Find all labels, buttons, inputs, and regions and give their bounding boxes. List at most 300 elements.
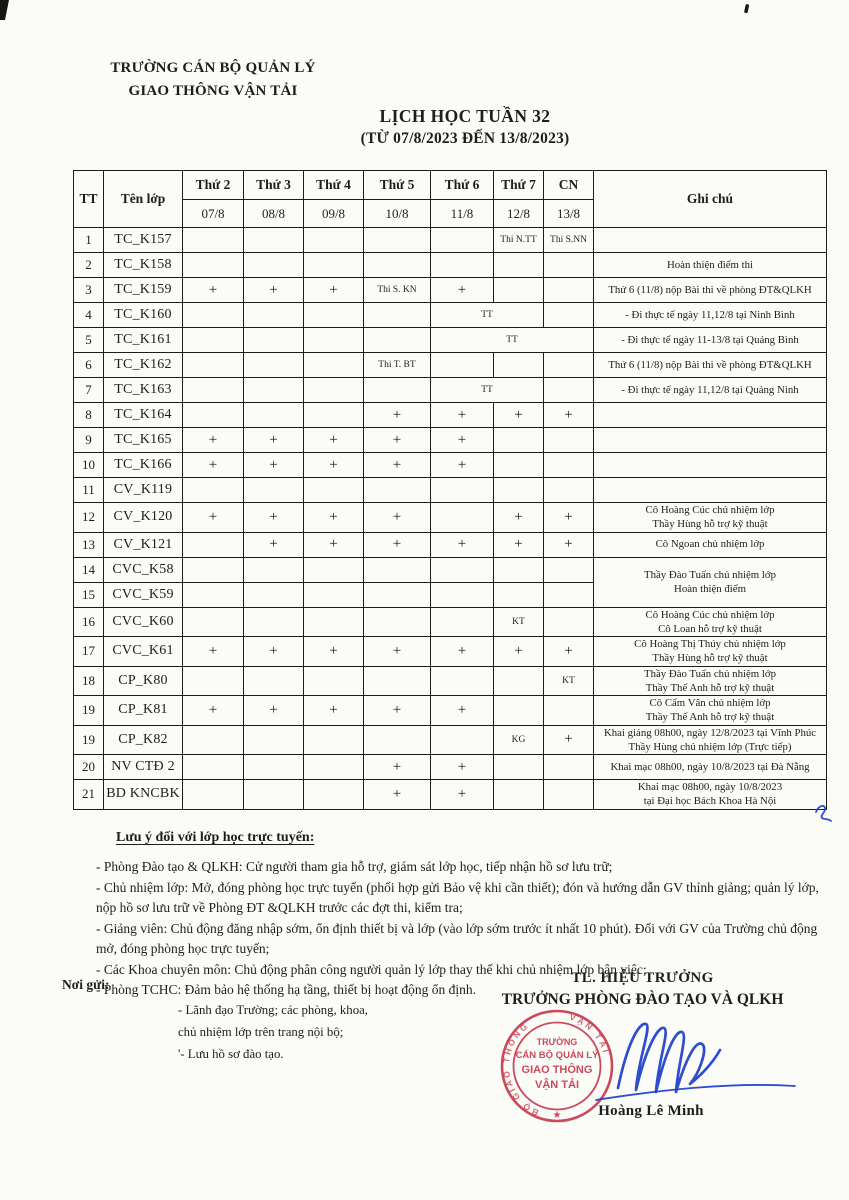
table-row	[74, 253, 827, 278]
day-cell: +	[244, 453, 304, 478]
day-cell: +	[431, 637, 494, 667]
note-line: Cô Ngoan chủ nhiệm lớp	[655, 538, 765, 551]
day-cell	[183, 378, 244, 403]
day-cell	[244, 353, 304, 378]
note-item: - Giảng viên: Chủ động đăng nhập sớm, ổn định thiết bị và lớp (vào lớp sớm trước ít nhất 10 phút). Đối với GV của Trường chủ động mở, đóng phòng học trực tuyến;	[96, 920, 818, 957]
table-row	[74, 637, 827, 667]
recipients-heading: Nơi gửi:	[62, 977, 110, 992]
day-cell	[304, 378, 364, 403]
day-cell	[183, 228, 244, 253]
day-cell: Thi N.TT	[494, 228, 544, 253]
day-cell	[494, 253, 544, 278]
row-number: 1	[74, 228, 104, 253]
date-sun: 13/8	[544, 200, 594, 228]
note-line: - Đi thực tế ngày 11,12/8 tại Quảng Ninh	[621, 383, 799, 396]
note-cell	[594, 637, 827, 667]
signature-scribble	[618, 1024, 720, 1092]
day-cell: +	[364, 453, 431, 478]
col-header-class-name: Tên lớp	[104, 171, 183, 228]
table-row	[74, 328, 827, 353]
day-cell: +	[364, 755, 431, 780]
note-cell	[594, 780, 827, 810]
day-cell	[244, 303, 304, 328]
day-cell	[544, 755, 594, 780]
note-line: Cô Hoàng Cúc chủ nhiệm lớp	[645, 608, 775, 621]
day-cell: +	[364, 637, 431, 667]
day-cell: +	[431, 755, 494, 780]
day-cell: +	[183, 637, 244, 667]
day-cell	[544, 478, 594, 503]
day-cell: +	[183, 278, 244, 303]
class-name: TC_K166	[104, 453, 183, 478]
day-cell: +	[431, 532, 494, 557]
row-number: 12	[74, 503, 104, 533]
recipient-item: '- Lưu hồ sơ đào tạo.	[178, 1046, 284, 1061]
day-cell	[183, 253, 244, 278]
note-line: Khai mạc 08h00, ngày 10/8/2023	[637, 781, 783, 793]
day-cell	[183, 780, 244, 810]
header-row-days	[74, 171, 827, 200]
day-cell	[244, 755, 304, 780]
stamp-text-line3: GIAO THÔNG	[521, 1064, 593, 1076]
day-cell	[364, 328, 431, 353]
note-line: Thứ 6 (11/8) nộp Bài thi về phòng ĐT&QLKH	[608, 358, 812, 371]
signature-underline	[596, 1085, 795, 1100]
day-cell	[494, 666, 544, 696]
stamp-text-line2: CÁN BỘ QUẢN LÝ	[515, 1050, 599, 1061]
day-cell: +	[364, 503, 431, 533]
day-cell	[244, 253, 304, 278]
row-number: 10	[74, 453, 104, 478]
day-cell: +	[364, 532, 431, 557]
day-cell	[494, 428, 544, 453]
note-cell	[594, 253, 827, 278]
day-cell	[244, 780, 304, 810]
day-cell: +	[364, 428, 431, 453]
note-cell	[594, 378, 827, 403]
day-cell: +	[544, 725, 594, 755]
day-cell: Thi S. KN	[364, 278, 431, 303]
col-header-wed: Thứ 4	[304, 171, 364, 200]
day-cell	[431, 503, 494, 533]
stamp-text-line4: VẬN TẢI	[535, 1079, 579, 1091]
day-cell	[183, 303, 244, 328]
class-name: TC_K158	[104, 253, 183, 278]
signer-name: Hoàng Lê Minh	[598, 1103, 704, 1119]
day-cell: +	[244, 503, 304, 533]
day-cell	[544, 453, 594, 478]
day-cell	[304, 228, 364, 253]
day-cell	[364, 478, 431, 503]
table-row	[74, 780, 827, 810]
class-name: CVC_K60	[104, 607, 183, 637]
day-cell: +	[304, 428, 364, 453]
class-name: CV_K121	[104, 532, 183, 557]
note-cell	[594, 453, 827, 478]
signature-title-block	[450, 970, 835, 1009]
note-line: tại Đại học Bách Khoa Hà Nội	[643, 795, 777, 808]
day-cell	[244, 328, 304, 353]
day-cell	[244, 582, 304, 607]
day-cell	[431, 725, 494, 755]
row-number: 19	[74, 696, 104, 726]
note-cell	[594, 532, 827, 557]
note-line: Thầy Hùng hỗ trợ kỹ thuật	[652, 518, 768, 531]
row-number: 14	[74, 557, 104, 582]
table-row	[74, 666, 827, 696]
note-line: Hoàn thiện điểm	[674, 583, 746, 595]
day-cell	[304, 303, 364, 328]
class-name: CP_K82	[104, 725, 183, 755]
note-item: - Các Khoa chuyên môn: Chủ động phân công người quản lý lớp thay thế khi chủ nhiệm lớp bận việc;	[96, 961, 647, 977]
day-cell: +	[244, 696, 304, 726]
class-name: CV_K120	[104, 503, 183, 533]
day-cell	[431, 478, 494, 503]
day-cell	[364, 378, 431, 403]
day-cell: +	[494, 503, 544, 533]
day-cell	[244, 228, 304, 253]
day-cell: +	[544, 637, 594, 667]
row-number: 21	[74, 780, 104, 810]
scan-dot-mark	[744, 4, 749, 14]
day-cell: +	[544, 503, 594, 533]
day-cell	[244, 403, 304, 428]
organization-name-line1: TRƯỜNG CÁN BỘ QUẢN LÝ	[110, 60, 316, 76]
day-cell: +	[244, 428, 304, 453]
day-cell: Thi S.NN	[544, 228, 594, 253]
day-cell	[304, 582, 364, 607]
day-cell	[544, 780, 594, 810]
day-cell	[494, 353, 544, 378]
day-cell	[431, 557, 494, 582]
note-item: - Chủ nhiệm lớp: Mở, đóng phòng học trực tuyến (phối hợp gửi Bảo vệ khi cần thiết); đón và hướng dẫn GV thỉnh giảng; quản lý lớp, nộp hồ sơ lưu trữ về Phòng ĐT &QLKH trước các đợt thi, kiểm tra;	[96, 879, 819, 916]
table-row	[74, 532, 827, 557]
day-cell	[364, 725, 431, 755]
day-cell	[183, 755, 244, 780]
day-cell: +	[183, 428, 244, 453]
row-number: 7	[74, 378, 104, 403]
organization-name	[63, 57, 363, 104]
day-cell	[304, 328, 364, 353]
col-header-fri: Thứ 6	[431, 171, 494, 200]
day-cell	[544, 428, 594, 453]
day-cell	[364, 557, 431, 582]
day-cell	[544, 607, 594, 637]
date-wed: 09/8	[304, 200, 364, 228]
day-cell: +	[364, 780, 431, 810]
row-number: 13	[74, 532, 104, 557]
day-cell	[244, 725, 304, 755]
schedule-table-body	[74, 228, 827, 810]
day-cell	[544, 253, 594, 278]
day-cell: +	[183, 696, 244, 726]
stamp-ring-text-left: BỘ GIAO THÔNG	[500, 1019, 541, 1118]
table-row	[74, 303, 827, 328]
day-cell: +	[431, 403, 494, 428]
day-cell: TT	[431, 328, 594, 353]
day-cell	[364, 582, 431, 607]
day-cell: +	[494, 637, 544, 667]
recipients-block	[62, 977, 368, 1065]
note-line: Cô Hoàng Thị Thúy chủ nhiệm lớp	[634, 638, 786, 650]
note-cell	[594, 607, 827, 637]
day-cell	[544, 303, 594, 328]
day-cell	[494, 278, 544, 303]
date-fri: 11/8	[431, 200, 494, 228]
note-cell	[594, 278, 827, 303]
day-cell	[494, 582, 544, 607]
day-cell: Thi T. BT	[364, 353, 431, 378]
stamp-ring-text-right: VẬN TẢI	[568, 1011, 612, 1056]
note-cell	[594, 428, 827, 453]
table-row	[74, 403, 827, 428]
class-name: BD KNCBK	[104, 780, 183, 810]
day-cell	[183, 403, 244, 428]
row-number: 5	[74, 328, 104, 353]
day-cell	[431, 666, 494, 696]
day-cell: +	[431, 780, 494, 810]
day-cell	[494, 453, 544, 478]
day-cell	[183, 532, 244, 557]
col-header-tt: TT	[74, 171, 104, 228]
day-cell: +	[494, 532, 544, 557]
day-cell: +	[304, 532, 364, 557]
recipients-list	[178, 1000, 368, 1065]
class-name: TC_K162	[104, 353, 183, 378]
class-name: TC_K163	[104, 378, 183, 403]
signature-title-line2: TRƯỞNG PHÒNG ĐÀO TẠO VÀ QLKH	[501, 991, 784, 1008]
note-cell	[594, 303, 827, 328]
day-cell	[364, 607, 431, 637]
date-sat: 12/8	[494, 200, 544, 228]
col-header-note: Ghi chú	[594, 171, 827, 228]
day-cell	[183, 353, 244, 378]
day-cell: +	[431, 278, 494, 303]
stamp-star-icon: ★	[552, 1110, 562, 1121]
day-cell: +	[304, 637, 364, 667]
day-cell: +	[431, 453, 494, 478]
col-header-sat: Thứ 7	[494, 171, 544, 200]
class-name: CV_K119	[104, 478, 183, 503]
class-name: CP_K81	[104, 696, 183, 726]
col-header-thu: Thứ 5	[364, 171, 431, 200]
note-line: Khai giảng 08h00, ngày 12/8/2023 tại Vĩnh Phúc	[603, 726, 817, 739]
row-number: 2	[74, 253, 104, 278]
class-name: TC_K157	[104, 228, 183, 253]
day-cell: +	[244, 637, 304, 667]
scan-corner-mark	[0, 0, 9, 20]
day-cell: TT	[431, 303, 544, 328]
day-cell	[304, 666, 364, 696]
schedule-table	[73, 170, 827, 810]
note-line: Hoàn thiện điểm thi	[666, 258, 754, 271]
day-cell	[494, 755, 544, 780]
day-cell	[304, 403, 364, 428]
day-cell	[183, 582, 244, 607]
table-row	[74, 378, 827, 403]
day-cell	[183, 607, 244, 637]
note-cell	[594, 228, 827, 253]
table-row	[74, 725, 827, 755]
note-cell	[594, 328, 827, 353]
day-cell	[431, 253, 494, 278]
stamp-text-line1: TRƯỜNG	[536, 1037, 578, 1047]
table-row	[74, 353, 827, 378]
day-cell	[494, 780, 544, 810]
day-cell: +	[431, 428, 494, 453]
day-cell	[304, 755, 364, 780]
day-cell	[431, 607, 494, 637]
day-cell: +	[544, 532, 594, 557]
day-cell	[544, 353, 594, 378]
col-header-tue: Thứ 3	[244, 171, 304, 200]
day-cell	[364, 253, 431, 278]
class-name: TC_K164	[104, 403, 183, 428]
class-name: CVC_K58	[104, 557, 183, 582]
date-tue: 08/8	[244, 200, 304, 228]
class-name: TC_K161	[104, 328, 183, 353]
day-cell	[364, 228, 431, 253]
row-number: 17	[74, 637, 104, 667]
note-line: Thầy Đào Tuấn chủ nhiệm lớp	[644, 568, 776, 581]
class-name: TC_K165	[104, 428, 183, 453]
day-cell	[304, 557, 364, 582]
row-number: 9	[74, 428, 104, 453]
day-cell: +	[304, 503, 364, 533]
note-line: Khai mạc 08h00, ngày 10/8/2023 tại Đà Nẵng	[610, 760, 810, 773]
day-cell	[364, 666, 431, 696]
table-row	[74, 696, 827, 726]
row-number: 18	[74, 666, 104, 696]
day-cell	[544, 557, 594, 582]
day-cell: +	[494, 403, 544, 428]
day-cell	[431, 228, 494, 253]
day-cell	[244, 378, 304, 403]
note-cell	[594, 755, 827, 780]
day-cell	[304, 478, 364, 503]
day-cell: KG	[494, 725, 544, 755]
day-cell	[183, 666, 244, 696]
note-line: Thầy Thế Anh hỗ trợ kỹ thuật	[645, 711, 775, 724]
note-item: - Phòng Đào tạo & QLKH: Cử người tham gia hỗ trợ, giám sát lớp học, tiếp nhận hồ sơ lưu trữ;	[96, 859, 613, 875]
day-cell	[544, 378, 594, 403]
day-cell	[244, 557, 304, 582]
row-number: 19	[74, 725, 104, 755]
day-cell	[494, 478, 544, 503]
day-cell	[431, 353, 494, 378]
class-name: CVC_K59	[104, 582, 183, 607]
day-cell: +	[304, 278, 364, 303]
document-subtitle: (TỪ 07/8/2023 ĐẾN 13/8/2023)	[360, 130, 570, 147]
class-name: NV CTĐ 2	[104, 755, 183, 780]
table-row	[74, 453, 827, 478]
table-row	[74, 228, 827, 253]
class-name: TC_K159	[104, 278, 183, 303]
date-thu: 10/8	[364, 200, 431, 228]
day-cell	[244, 666, 304, 696]
class-name: CVC_K61	[104, 637, 183, 667]
signature-title-line1: TL. HIỆU TRƯỞNG	[571, 970, 714, 986]
col-header-sun: CN	[544, 171, 594, 200]
organization-name-line2: GIAO THÔNG VẬN TẢI	[128, 83, 298, 100]
note-item: - Phòng TCHC: Đảm bảo hệ thống hạ tầng, thiết bị hoạt động ổn định.	[96, 982, 476, 998]
table-row	[74, 755, 827, 780]
row-number: 3	[74, 278, 104, 303]
row-number: 15	[74, 582, 104, 607]
day-cell	[183, 328, 244, 353]
day-cell: KT	[544, 666, 594, 696]
day-cell	[544, 278, 594, 303]
table-row	[74, 278, 827, 303]
day-cell	[244, 478, 304, 503]
table-row	[74, 503, 827, 533]
day-cell	[304, 353, 364, 378]
day-cell: +	[304, 453, 364, 478]
day-cell: +	[431, 696, 494, 726]
row-number: 8	[74, 403, 104, 428]
day-cell: KT	[494, 607, 544, 637]
row-number: 20	[74, 755, 104, 780]
col-header-mon: Thứ 2	[183, 171, 244, 200]
day-cell	[304, 780, 364, 810]
table-row	[74, 478, 827, 503]
day-cell	[304, 253, 364, 278]
table-row	[74, 607, 827, 637]
day-cell: +	[183, 453, 244, 478]
day-cell: +	[364, 403, 431, 428]
day-cell	[244, 607, 304, 637]
note-line: Cô Cẩm Vân chủ nhiệm lớp	[649, 697, 771, 709]
title-block	[230, 106, 700, 148]
note-cell	[594, 725, 827, 755]
day-cell	[494, 696, 544, 726]
day-cell	[183, 557, 244, 582]
row-number: 4	[74, 303, 104, 328]
day-cell	[304, 607, 364, 637]
note-line: Thầy Hùng chủ nhiệm lớp (Trực tiếp)	[628, 740, 792, 753]
row-number: 16	[74, 607, 104, 637]
note-cell	[594, 666, 827, 696]
day-cell	[544, 696, 594, 726]
note-cell	[594, 478, 827, 503]
note-cell	[594, 696, 827, 726]
day-cell	[364, 303, 431, 328]
row-number: 6	[74, 353, 104, 378]
recipient-item: - Lãnh đạo Trường; các phòng, khoa,	[178, 1003, 368, 1017]
day-cell	[304, 725, 364, 755]
note-line: - Đi thực tế ngày 11-13/8 tại Quảng Bình	[621, 333, 799, 346]
class-name: TC_K160	[104, 303, 183, 328]
day-cell	[183, 478, 244, 503]
note-line: Thầy Đào Tuấn chủ nhiệm lớp	[644, 667, 776, 680]
note-cell	[594, 403, 827, 428]
class-name: CP_K80	[104, 666, 183, 696]
table-row	[74, 428, 827, 453]
day-cell: +	[183, 503, 244, 533]
note-line: Thầy Hùng hỗ trợ kỹ thuật	[652, 652, 768, 665]
note-line: Thầy Thế Anh hỗ trợ kỹ thuật	[645, 681, 775, 694]
day-cell: +	[244, 278, 304, 303]
recipient-item: chủ nhiệm lớp trên trang nội bộ;	[178, 1024, 344, 1039]
day-cell	[494, 557, 544, 582]
note-line: Cô Loan hỗ trợ kỹ thuật	[658, 622, 762, 635]
day-cell: +	[304, 696, 364, 726]
day-cell: +	[364, 696, 431, 726]
table-row	[74, 557, 827, 582]
document-title: LỊCH HỌC TUẦN 32	[379, 106, 551, 126]
day-cell: +	[544, 403, 594, 428]
note-line: - Đi thực tế ngày 11,12/8 tại Ninh Bình	[625, 308, 795, 321]
